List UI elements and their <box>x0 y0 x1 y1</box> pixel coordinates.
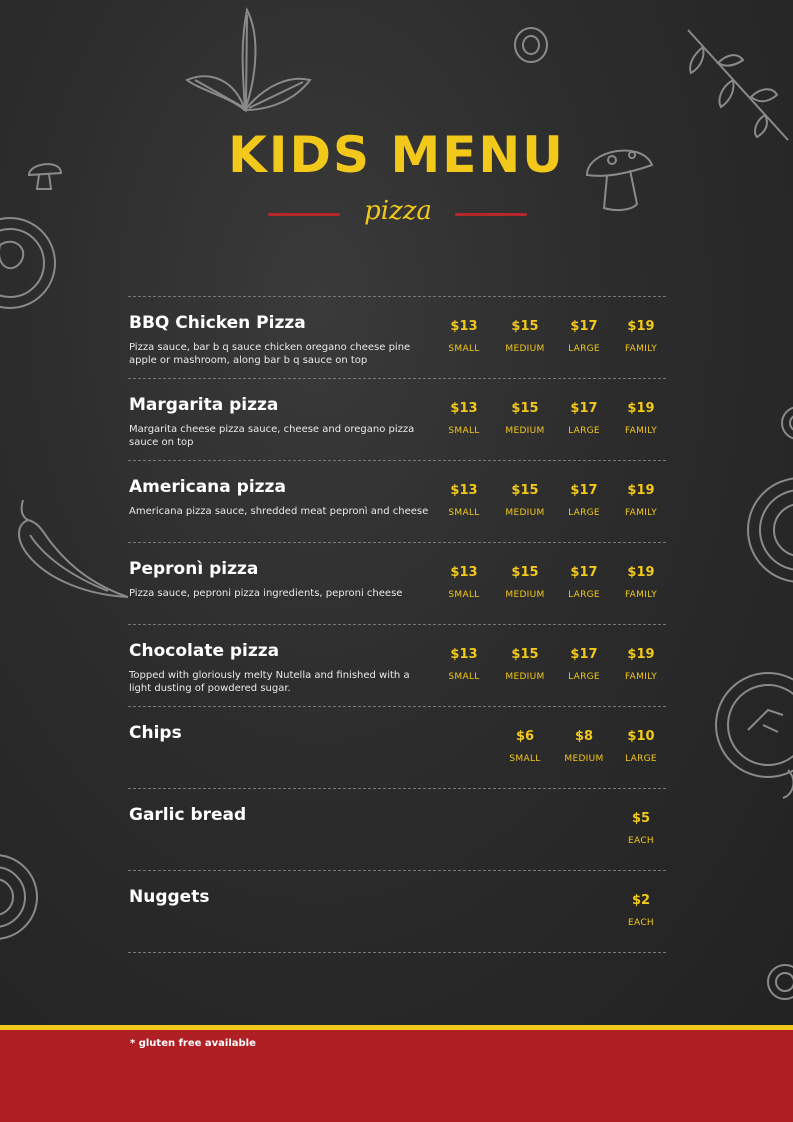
price-size: SMALL <box>448 590 480 600</box>
price-amount: $17 <box>570 401 598 416</box>
price-amount: $15 <box>511 401 539 416</box>
menu-list <box>128 296 666 953</box>
price-size: MEDIUM <box>505 508 545 518</box>
price-amount: $6 <box>515 729 535 744</box>
item-name: Pepronì pizza <box>129 559 259 579</box>
price-amount: $19 <box>627 565 655 580</box>
price-size: MEDIUM <box>505 426 545 436</box>
gluten-free-note: * gluten free available <box>130 1038 256 1049</box>
price-amount: $13 <box>450 565 478 580</box>
price-size: EACH <box>628 836 654 846</box>
item-name: Americana pizza <box>129 477 286 497</box>
price-amount: $2 <box>631 893 651 908</box>
price-size: LARGE <box>625 754 657 764</box>
item-description: Pizza sauce, peproni pizza ingredients, peproni cheese <box>129 588 403 599</box>
price-amount: $17 <box>570 483 598 498</box>
price-option <box>606 319 676 354</box>
price-amount: $17 <box>570 647 598 662</box>
price-size: SMALL <box>448 344 480 354</box>
item-description: Margarita cheese pizza sauce, cheese and oregano pizza sauce on top <box>129 424 415 448</box>
menu-item <box>128 460 666 542</box>
page-title: KIDS MENU <box>228 126 565 184</box>
price-amount: $19 <box>627 647 655 662</box>
price-amount: $19 <box>627 319 655 334</box>
price-amount: $10 <box>627 729 655 744</box>
price-size: LARGE <box>568 590 600 600</box>
price-size: SMALL <box>448 672 480 682</box>
item-name: Chocolate pizza <box>129 641 280 661</box>
item-name: Nuggets <box>129 887 210 907</box>
onion-ring-icon <box>0 845 42 950</box>
price-size: FAMILY <box>624 344 658 354</box>
menu-item <box>128 296 666 378</box>
price-size: SMALL <box>448 508 480 518</box>
tomato-icon <box>708 670 793 800</box>
menu-item <box>128 788 666 870</box>
price-option <box>429 319 499 354</box>
price-option <box>606 483 676 518</box>
footer <box>0 1030 793 1122</box>
price-amount: $8 <box>574 729 594 744</box>
price-option <box>606 729 676 764</box>
menu-item <box>128 624 666 706</box>
price-size: MEDIUM <box>505 590 545 600</box>
price-amount: $15 <box>511 483 539 498</box>
price-amount: $17 <box>570 319 598 334</box>
price-option <box>606 811 676 846</box>
price-option <box>429 647 499 682</box>
item-name: Margarita pizza <box>129 395 279 415</box>
price-option <box>429 483 499 518</box>
chili-pepper-icon <box>8 495 133 610</box>
price-size: LARGE <box>568 426 600 436</box>
menu-item <box>128 870 666 953</box>
item-description: Americana pizza sauce, shredded meat pepronì and cheese <box>129 506 429 517</box>
price-size: LARGE <box>568 344 600 354</box>
price-size: LARGE <box>568 672 600 682</box>
olive-ring-icon <box>778 403 793 443</box>
onion-ring-icon <box>745 460 793 585</box>
divider-left <box>268 213 340 216</box>
price-amount: $15 <box>511 319 539 334</box>
price-option <box>606 647 676 682</box>
price-amount: $13 <box>450 483 478 498</box>
price-option <box>606 401 676 436</box>
price-size: FAMILY <box>624 590 658 600</box>
menu-item <box>128 378 666 460</box>
olive-ring-icon <box>765 962 793 1002</box>
menu-item <box>128 706 666 788</box>
price-amount: $19 <box>627 401 655 416</box>
price-option <box>606 565 676 600</box>
page-subtitle: pizza <box>364 196 432 226</box>
price-size: MEDIUM <box>564 754 604 764</box>
item-name: BBQ Chicken Pizza <box>129 313 306 333</box>
price-amount: $5 <box>631 811 651 826</box>
price-amount: $15 <box>511 565 539 580</box>
price-size: EACH <box>628 918 654 928</box>
item-name: Garlic bread <box>129 805 247 825</box>
item-description: Topped with gloriously melty Nutella and finished with a light dusting of powdered sugar. <box>129 670 410 694</box>
price-option <box>606 893 676 928</box>
price-amount: $17 <box>570 565 598 580</box>
price-size: FAMILY <box>624 672 658 682</box>
price-amount: $19 <box>627 483 655 498</box>
price-size: SMALL <box>509 754 541 764</box>
price-amount: $13 <box>450 319 478 334</box>
price-amount: $15 <box>511 647 539 662</box>
subtitle-row <box>0 196 793 236</box>
price-amount: $13 <box>450 401 478 416</box>
price-option <box>429 565 499 600</box>
item-description: Pizza sauce, bar b q sauce chicken oregano cheese pine apple or mashroom, along bar b q sauce on top <box>129 342 411 366</box>
price-size: FAMILY <box>624 508 658 518</box>
price-option <box>429 401 499 436</box>
price-size: FAMILY <box>624 426 658 436</box>
price-size: SMALL <box>448 426 480 436</box>
item-name: Chips <box>129 723 182 743</box>
price-size: LARGE <box>568 508 600 518</box>
divider-right <box>455 213 527 216</box>
price-size: MEDIUM <box>505 344 545 354</box>
olive-ring-icon <box>512 25 550 65</box>
price-amount: $13 <box>450 647 478 662</box>
menu-item <box>128 542 666 624</box>
basil-leaf-icon <box>185 5 315 120</box>
price-size: MEDIUM <box>505 672 545 682</box>
